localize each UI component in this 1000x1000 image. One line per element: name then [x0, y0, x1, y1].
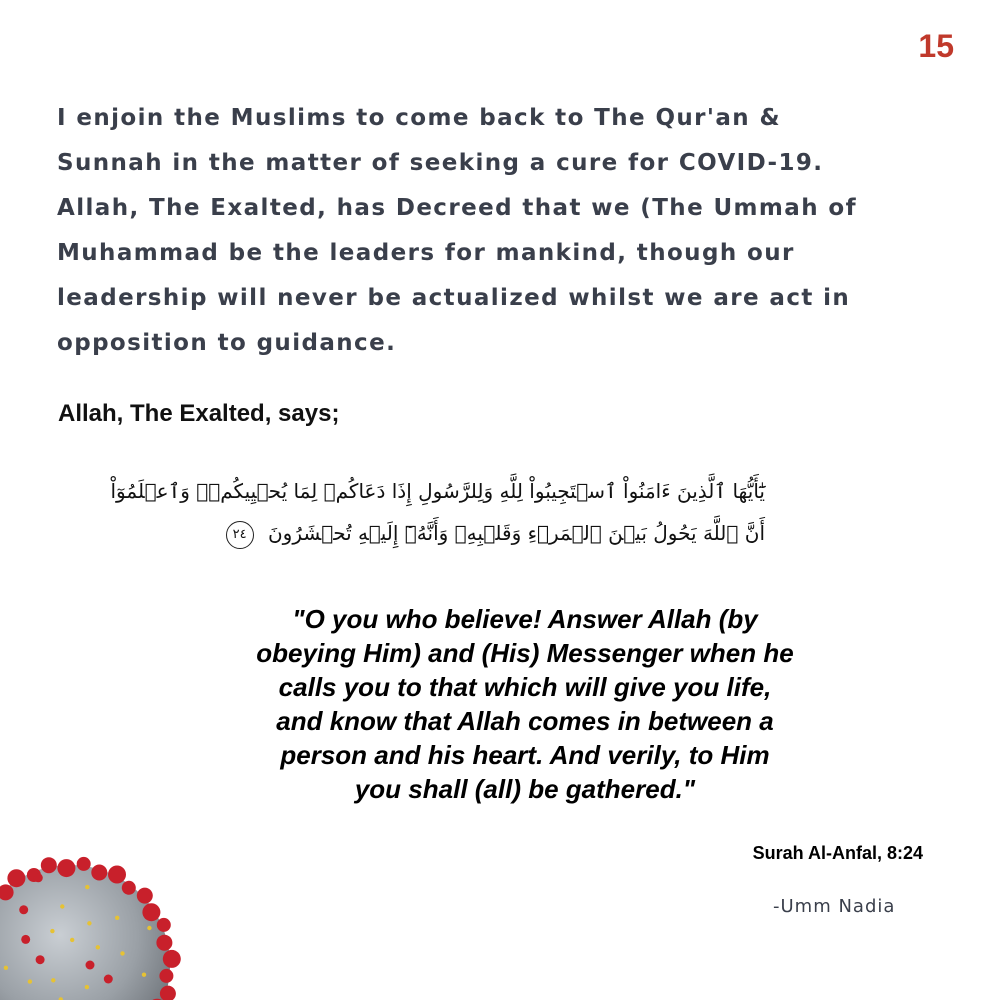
verse-reference: Surah Al-Anfal, 8:24 [752, 843, 923, 863]
ayah-number-icon: ٢٤ [226, 521, 254, 549]
verse-translation [160, 602, 890, 806]
translation-line: you shall (all) be gathered." [354, 774, 696, 804]
translation-line: obeying Him) and (His) Messenger when he [256, 638, 794, 668]
arabic-verse-line: يَٰٓأَيُّهَا ٱلَّذِينَ ءَامَنُواْ ٱسۡتَجِيبُواْ لِلَّهِ وَلِلرَّسُولِ إِذَا دَعَاكُمۡ لِمَا يُحۡيِيكُمۡۖ وَٱعۡلَمُوٓاْ [110, 479, 765, 503]
section-heading: Allah, The Exalted, says; [58, 400, 340, 427]
intro-paragraph [57, 96, 937, 366]
translation-line: person and his heart. And verily, to Him [280, 740, 770, 770]
intro-line: I enjoin the Muslims to come back to The Qur'an & [57, 105, 781, 131]
translation-line: "O you who believe! Answer Allah (by [292, 604, 758, 634]
translation-line: and know that Allah comes in between a [276, 706, 774, 736]
coronavirus-icon [0, 845, 190, 1000]
arabic-verse [110, 470, 765, 554]
author-signature: -Umm Nadia [773, 896, 896, 917]
intro-line: Allah, The Exalted, has Decreed that we (The Ummah of [57, 195, 858, 221]
page-number: 15 [918, 28, 954, 64]
intro-line: leadership will never be actualized whilst we are act in [57, 285, 851, 311]
arabic-verse-text: أَنَّ ٱللَّهَ يَحُولُ بَيۡنَ ٱلۡمَرۡءِ وَقَلۡبِهِۦ وَأَنَّهُۥٓ إِلَيۡهِ تُحۡشَرُونَ [267, 521, 765, 545]
intro-line: Muhammad be the leaders for mankind, though our [57, 240, 795, 266]
arabic-verse-line [230, 512, 765, 554]
intro-line: Sunnah in the matter of seeking a cure for COVID-19. [57, 150, 824, 176]
intro-line: opposition to guidance. [57, 330, 397, 356]
translation-line: calls you to that which will give you life, [278, 672, 772, 702]
